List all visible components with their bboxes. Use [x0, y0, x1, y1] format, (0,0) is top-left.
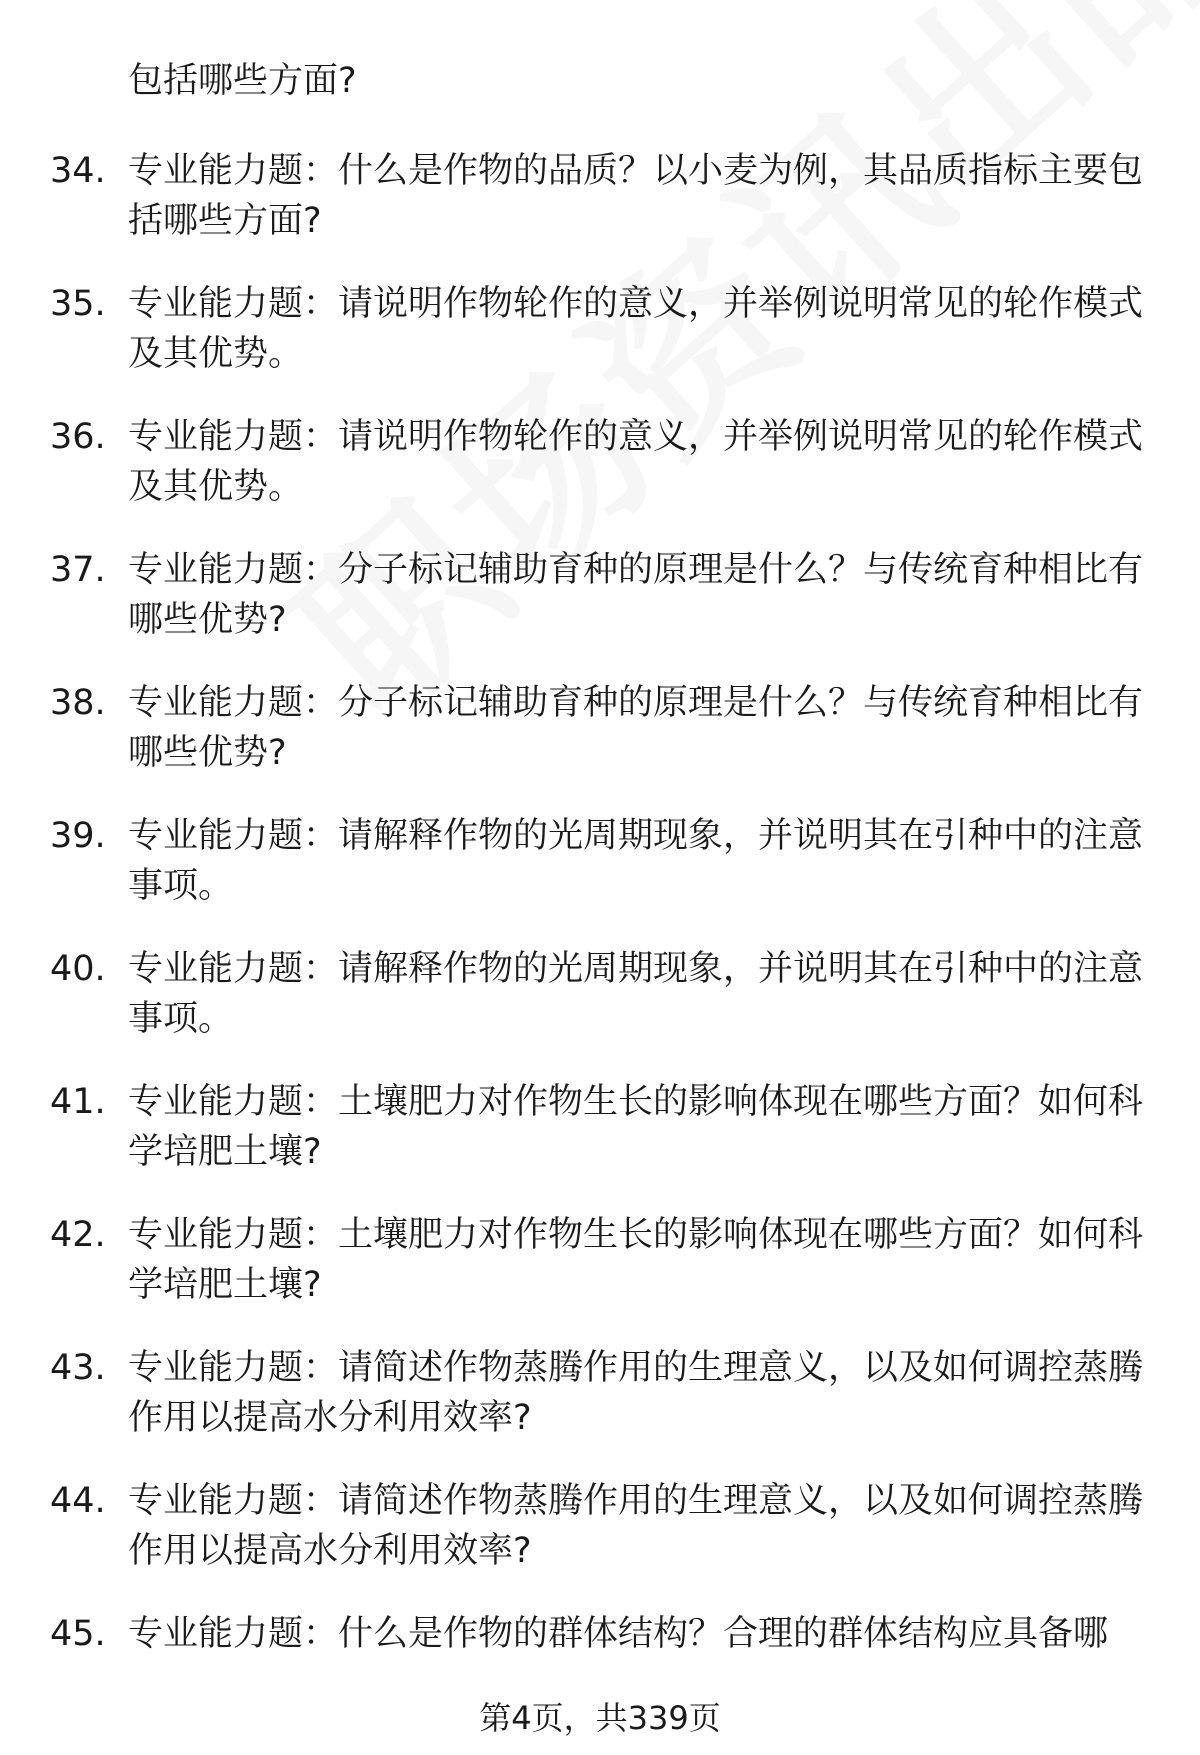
continued-question-text: 包括哪些方面? — [128, 61, 357, 101]
question-item — [50, 1210, 1160, 1343]
question-number: 45. — [50, 1614, 106, 1654]
question-number: 39. — [50, 816, 106, 856]
question-text: 专业能力题：请简述作物蒸腾作用的生理意义，以及如何调控蒸腾作用以提高水分利用效率? — [128, 1348, 1144, 1438]
question-item — [50, 279, 1160, 412]
question-number: 37. — [50, 550, 106, 590]
question-item — [50, 811, 1160, 944]
question-list — [50, 146, 1160, 1742]
question-number: 38. — [50, 683, 106, 723]
question-text: 专业能力题：请说明作物轮作的意义，并举例说明常见的轮作模式及其优势。 — [128, 417, 1144, 507]
question-number: 41. — [50, 1082, 106, 1122]
question-item — [50, 545, 1160, 678]
question-item — [50, 1077, 1160, 1210]
question-text: 专业能力题：什么是作物的群体结构？合理的群体结构应具备哪 — [128, 1614, 1109, 1654]
question-item — [50, 678, 1160, 811]
question-text: 专业能力题：什么是作物的品质？以小麦为例，其品质指标主要包括哪些方面? — [128, 151, 1144, 241]
question-number: 43. — [50, 1348, 106, 1388]
question-text: 专业能力题：分子标记辅助育种的原理是什么？与传统育种相比有哪些优势? — [128, 683, 1144, 773]
question-item — [50, 1343, 1160, 1476]
question-number: 40. — [50, 949, 106, 989]
question-number: 34. — [50, 151, 106, 191]
question-number: 42. — [50, 1215, 106, 1255]
question-number: 36. — [50, 417, 106, 457]
question-item — [50, 944, 1160, 1077]
question-number: 44. — [50, 1481, 106, 1521]
question-number: 35. — [50, 284, 106, 324]
page-footer: 第4页，共339页 — [479, 1699, 721, 1737]
question-text: 专业能力题：土壤肥力对作物生长的影响体现在哪些方面？如何科学培肥土壤? — [128, 1082, 1144, 1172]
question-text: 专业能力题：请说明作物轮作的意义，并举例说明常见的轮作模式及其优势。 — [128, 284, 1144, 374]
question-item — [50, 146, 1160, 279]
question-text: 专业能力题：土壤肥力对作物生长的影响体现在哪些方面？如何科学培肥土壤? — [128, 1215, 1144, 1305]
question-item — [50, 1476, 1160, 1609]
question-text: 专业能力题：请简述作物蒸腾作用的生理意义，以及如何调控蒸腾作用以提高水分利用效率? — [128, 1481, 1144, 1571]
question-item — [50, 412, 1160, 545]
question-text: 专业能力题：请解释作物的光周期现象，并说明其在引种中的注意事项。 — [128, 816, 1144, 906]
question-text: 专业能力题：分子标记辅助育种的原理是什么？与传统育种相比有哪些优势? — [128, 550, 1144, 640]
question-text: 专业能力题：请解释作物的光周期现象，并说明其在引种中的注意事项。 — [128, 949, 1144, 1039]
